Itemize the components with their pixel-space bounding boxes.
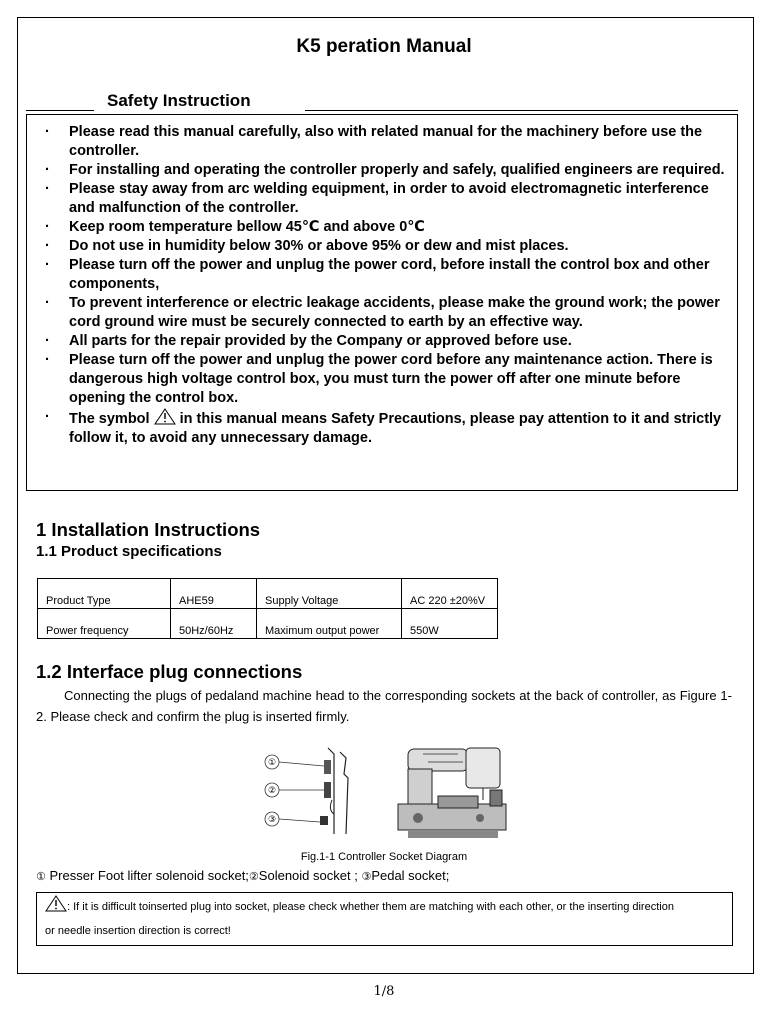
figure-label-2: ② <box>267 786 277 796</box>
warning-triangle-icon <box>45 895 67 912</box>
note-line-1 <box>45 895 724 919</box>
symbol-text-before: The symbol <box>69 411 150 427</box>
socket-panel-drawing <box>265 748 348 834</box>
list-item: · Keep room temperature bellow 45℃ and above 0℃ <box>45 218 727 237</box>
heading-rule-left <box>26 110 94 111</box>
list-item: · Please turn off the power and unplug the power cord, before install the control box and other components, <box>45 256 727 294</box>
socket-legend <box>36 868 449 883</box>
table-cell: AC 220 ±20%V <box>402 579 498 609</box>
sewing-machine-drawing <box>398 748 506 838</box>
section-heading-interface: 1.2 Interface plug connections <box>36 661 303 682</box>
table-cell: Product Type <box>38 579 171 609</box>
list-item: · For installing and operating the controller properly and safely, qualified engineers are required. <box>45 161 727 180</box>
socket-label-3: Pedal socket; <box>371 868 450 883</box>
table-cell: Supply Voltage <box>257 579 402 609</box>
socket-label-1: Presser Foot lifter solenoid socket; <box>49 868 249 883</box>
page-number: 1/8 <box>373 984 395 999</box>
warning-triangle-icon <box>154 408 176 425</box>
symbol-text-after: in this manual means Safety Precautions, please pay attention to it and strictly follow it, to avoid any unnecessary damage. <box>69 411 722 446</box>
table-row <box>38 609 498 639</box>
list-item-symbol <box>45 408 727 448</box>
interface-paragraph: Connecting the plugs of pedaland machine head to the corresponding sockets at the back of controller, as Figure 1-2. Please check and confirm the plug is inserted firmly. <box>36 688 732 724</box>
socket-marker-3: ③ <box>361 871 372 883</box>
section-heading-installation: 1 Installation Instructions <box>36 519 261 540</box>
list-item: · To prevent interference or electric leakage accidents, please make the ground work; the power cord ground wire must be securely connected to earth by an effective way. <box>45 294 727 332</box>
note-text-1: : If it is difficult toinserted plug into socket, please check whether them are matching with each other, or the inserting direction <box>67 901 674 913</box>
list-item: · Please turn off the power and unplug the power cord before any maintenance action. There is dangerous high voltage control box, you must turn the power off after one minute before opening the control box. <box>45 351 727 408</box>
socket-marker-1: ① <box>36 871 46 883</box>
controller-socket-diagram <box>258 734 508 844</box>
safety-heading: Safety Instruction <box>107 91 251 110</box>
socket-label-2: Solenoid socket ; <box>258 868 358 883</box>
subsection-heading-specs: 1.1 Product specifications <box>36 543 222 560</box>
list-item: · Please stay away from arc welding equipment, in order to avoid electromagnetic interference and malfunction of the controller. <box>45 180 727 218</box>
figure-caption: Fig.1-1 Controller Socket Diagram <box>300 851 468 863</box>
table-cell: Maximum output power <box>257 609 402 639</box>
list-item: · Do not use in humidity below 30% or above 95% or dew and mist places. <box>45 237 727 256</box>
table-cell: 550W <box>402 609 498 639</box>
note-line-2: or needle insertion direction is correct! <box>45 925 231 937</box>
caution-note-box <box>36 892 733 946</box>
table-row <box>38 579 498 609</box>
table-cell: 50Hz/60Hz <box>171 609 257 639</box>
safety-instruction-box <box>26 114 738 491</box>
list-item: · Please read this manual carefully, also with related manual for the machinery before use the controller. <box>45 123 727 161</box>
product-spec-table <box>37 578 498 639</box>
list-item: · All parts for the repair provided by the Company or approved before use. <box>45 332 727 351</box>
page-title: K5 peration Manual <box>296 36 472 57</box>
table-cell: Power frequency <box>38 609 171 639</box>
figure-label-1: ① <box>267 758 277 768</box>
heading-rule-right <box>305 110 738 111</box>
socket-marker-2: ② <box>248 871 259 883</box>
figure-label-3: ③ <box>267 815 277 825</box>
table-cell: AHE59 <box>171 579 257 609</box>
safety-list <box>45 123 727 448</box>
